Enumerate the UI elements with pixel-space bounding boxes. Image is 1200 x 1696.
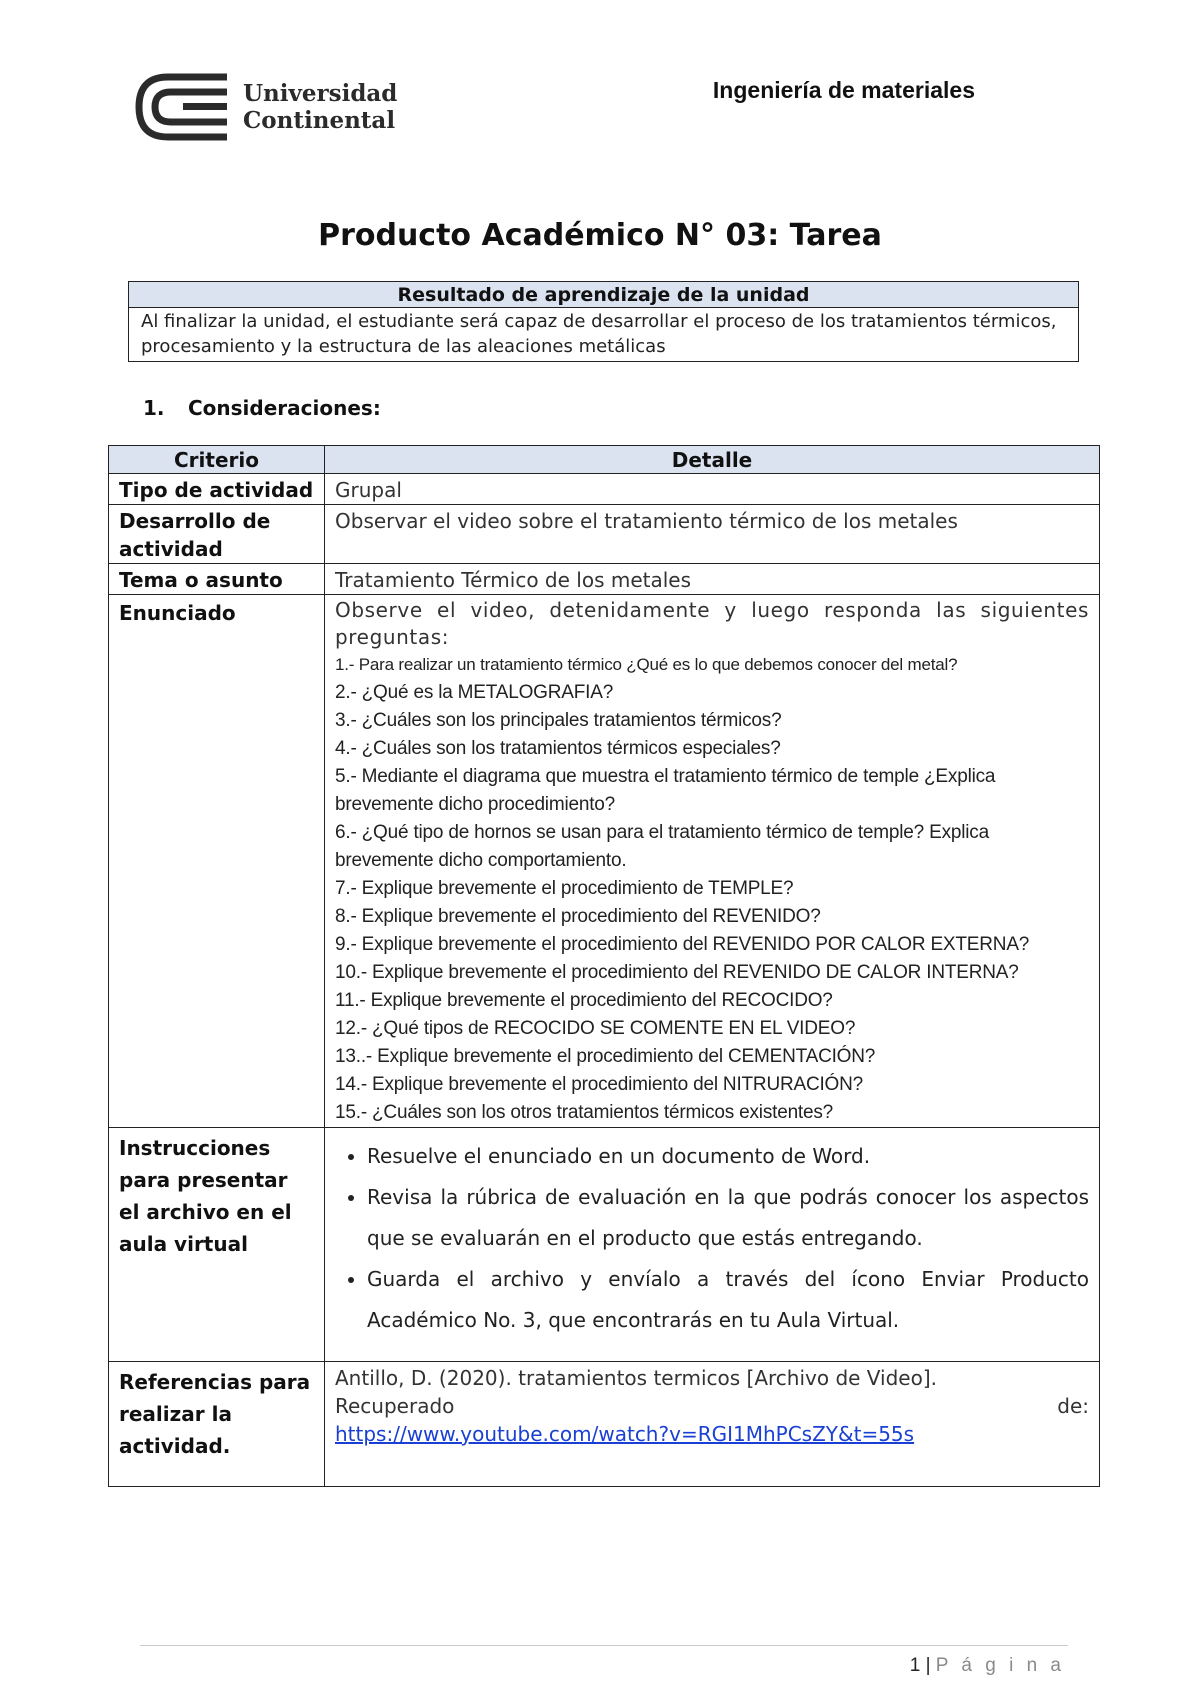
question-item: 15.- ¿Cuáles son los otros tratamientos térmicos existentes? — [335, 1102, 834, 1123]
enunciado-intro: Observe el video, detenidamente y luego responda las siguientes preguntas: — [335, 598, 1089, 649]
table-row — [109, 1128, 1100, 1362]
table-row — [109, 595, 1100, 1128]
logo-wordmark — [243, 80, 397, 134]
learning-outcome-text: Al finalizar la unidad, el estudiante será capaz de desarrollar el proceso de los tratamientos térmicos, procesamiento y la estructura de las aleaciones metálicas — [141, 311, 1057, 357]
row-value-desarrollo: Observar el video sobre el tratamiento térmico de los metales — [325, 505, 1100, 564]
table-row — [109, 474, 1100, 505]
considerations-table — [108, 445, 1100, 1487]
column-header-detalle: Detalle — [325, 446, 1100, 474]
question-item: 12.- ¿Qué tipos de RECOCIDO SE COMENTE EN EL VIDEO? — [335, 1018, 856, 1039]
logo-line-1: Universidad — [243, 80, 398, 107]
question-item: 13..- Explique brevemente el procedimiento del CEMENTACIÓN? — [335, 1046, 876, 1067]
row-label-tema: Tema o asunto — [109, 564, 325, 595]
row-value-tema: Tratamiento Térmico de los metales — [325, 564, 1100, 595]
question-item: 3.- ¿Cuáles son los principales tratamientos térmicos? — [335, 710, 782, 731]
university-logo — [133, 72, 398, 142]
table-header-row — [109, 446, 1100, 474]
reference-retrieved: Recuperado de: — [335, 1394, 1089, 1418]
footer-divider — [140, 1645, 1068, 1646]
question-item: 4.- ¿Cuáles son los tratamientos térmicos especiales? — [335, 738, 781, 759]
row-label-referencias: Referencias para realizar la actividad. — [109, 1362, 325, 1487]
row-value-enunciado — [325, 595, 1100, 1128]
page-footer — [910, 1655, 1065, 1677]
row-label-enunciado: Enunciado — [109, 595, 325, 1128]
question-item: 2.- ¿Qué es la METALOGRAFIA? — [335, 682, 614, 703]
list-item: • Resuelve el enunciado en un documento de Word. — [367, 1136, 1089, 1177]
question-item: 6.- ¿Qué tipo de hornos se usan para el tratamiento térmico de temple? Explica brevemente dicho comportamiento. — [335, 822, 989, 871]
document-title: Producto Académico N° 03: Tarea — [318, 218, 882, 253]
row-value-tipo: Grupal — [325, 474, 1100, 505]
question-item: 8.- Explique brevemente el procedimiento del REVENIDO? — [335, 906, 821, 927]
reference-video-link[interactable]: https://www.youtube.com/watch?v=RGI1MhPCsZY&t=55s — [335, 1422, 915, 1446]
section-number: 1. — [143, 396, 165, 420]
row-label-instrucciones: Instrucciones para presentar el archivo en el aula virtual — [109, 1128, 325, 1362]
table-row — [109, 505, 1100, 564]
row-value-referencias — [325, 1362, 1100, 1487]
list-item: • Revisa la rúbrica de evaluación en la que podrás conocer los aspectos que se evaluarán en el producto que estás entregando. — [367, 1177, 1089, 1259]
reference-citation: Antillo, D. (2020). tratamientos termicos [Archivo de Video]. — [335, 1366, 937, 1390]
page-label: P á g i n a — [935, 1655, 1065, 1676]
logo-line-2: Continental — [243, 107, 396, 134]
instructions-list — [335, 1136, 1089, 1341]
page-number: 1 — [909, 1655, 921, 1676]
learning-outcome-box — [128, 281, 1079, 362]
question-item: 10.- Explique brevemente el procedimiento del REVENIDO DE CALOR INTERNA? — [335, 962, 1019, 983]
section-title: Consideraciones: — [188, 396, 381, 420]
learning-outcome-heading: Resultado de aprendizaje de la unidad — [129, 282, 1078, 308]
question-item: 14.- Explique brevemente el procedimiento del NITRURACIÓN? — [335, 1074, 864, 1095]
question-item: 5.- Mediante el diagrama que muestra el tratamiento térmico de temple ¿Explica brevemente dicho procedimiento? — [335, 766, 996, 815]
course-name: Ingeniería de materiales — [712, 77, 975, 103]
question-item: 1.- Para realizar un tratamiento térmico ¿Qué es lo que debemos conocer del metal? — [335, 655, 958, 674]
column-header-criterio: Criterio — [109, 446, 325, 474]
footer-separator: | — [925, 1655, 931, 1676]
row-value-instrucciones — [325, 1128, 1100, 1362]
question-item: 11.- Explique brevemente el procedimiento del RECOCIDO? — [335, 990, 833, 1011]
table-row — [109, 564, 1100, 595]
row-label-tipo: Tipo de actividad — [109, 474, 325, 505]
row-label-desarrollo: Desarrollo de actividad — [109, 505, 325, 564]
logo-mark-icon — [133, 72, 229, 142]
section-heading — [143, 396, 381, 420]
table-row — [109, 1362, 1100, 1487]
question-item: 7.- Explique brevemente el procedimiento de TEMPLE? — [335, 878, 794, 899]
list-item: • Guarda el archivo y envíalo a través del ícono Enviar Producto Académico No. 3, que encontrarás en tu Aula Virtual. — [367, 1259, 1089, 1341]
question-item: 9.- Explique brevemente el procedimiento del REVENIDO POR CALOR EXTERNA? — [335, 934, 1030, 955]
